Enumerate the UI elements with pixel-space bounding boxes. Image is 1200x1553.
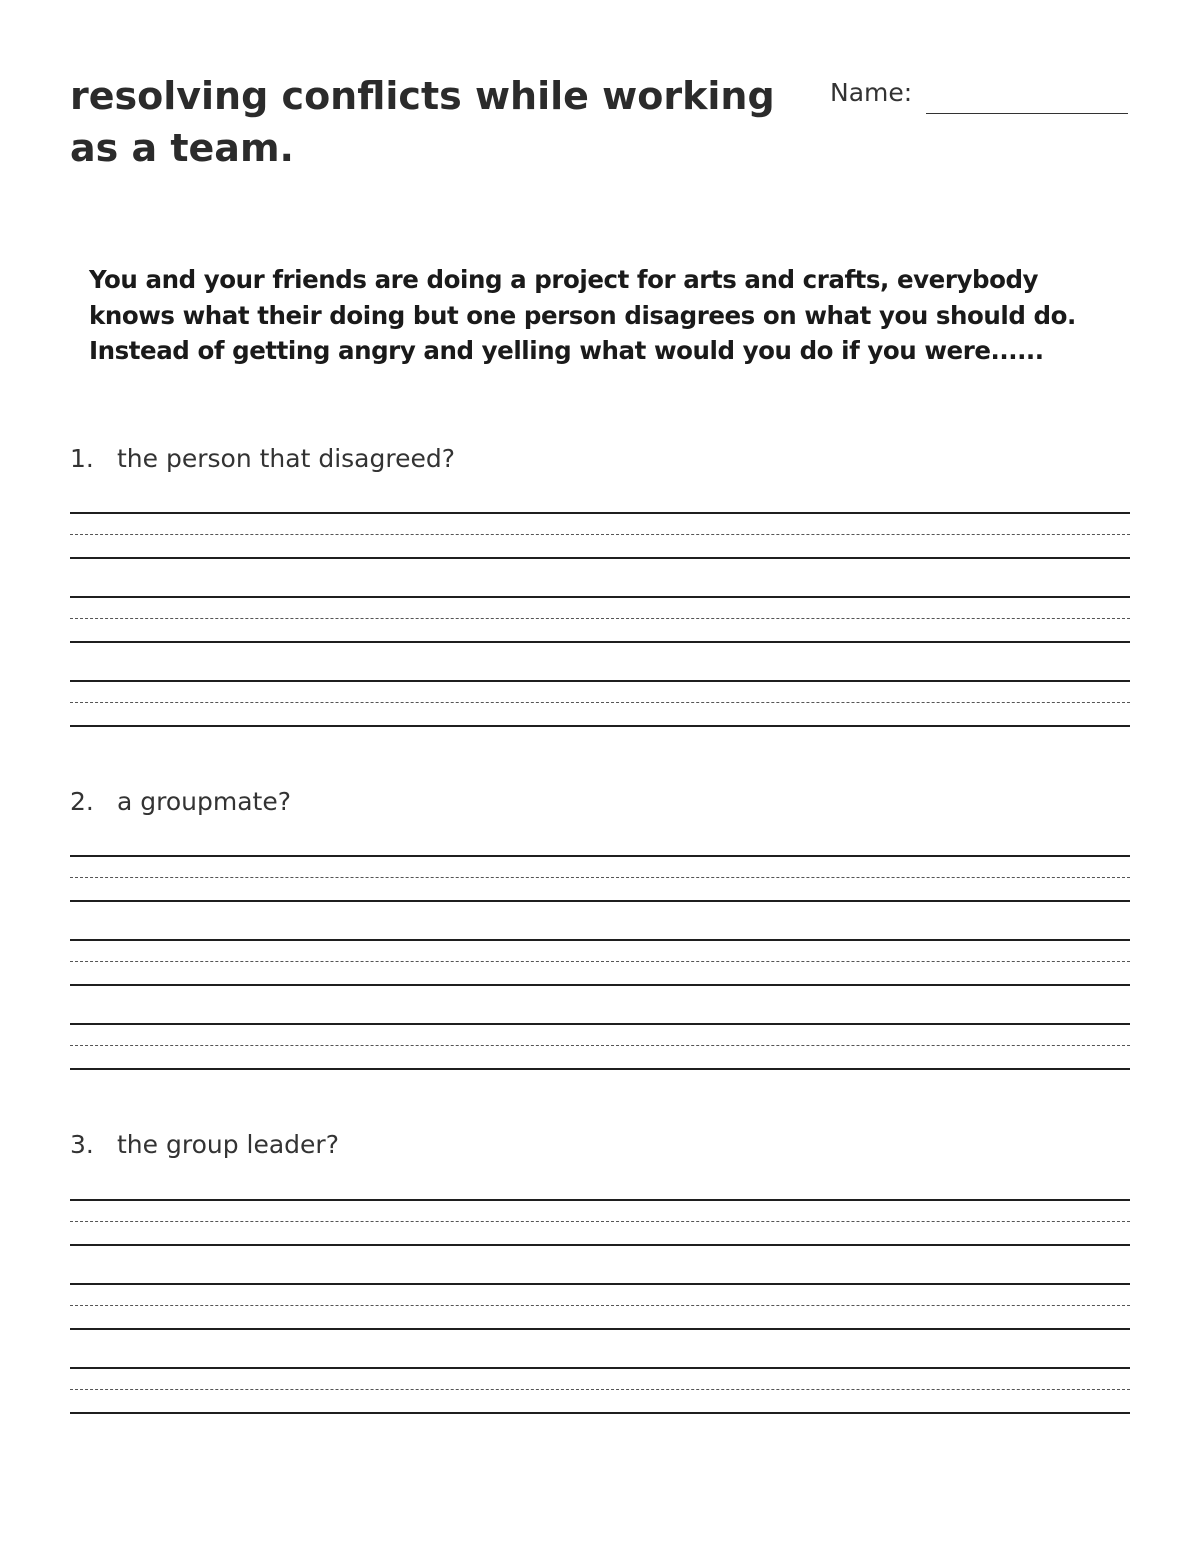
answer-2-line-2[interactable] — [70, 939, 1130, 985]
answer-1-line-3[interactable] — [70, 680, 1130, 726]
writing-line-top — [70, 855, 1130, 857]
question-1 — [70, 442, 1130, 476]
writing-line-midline — [70, 534, 1130, 535]
writing-line-top — [70, 1023, 1130, 1025]
writing-line-top — [70, 1283, 1130, 1285]
writing-line-midline — [70, 1221, 1130, 1222]
question-number: 3. — [70, 1130, 94, 1159]
writing-line-top — [70, 680, 1130, 682]
writing-line-bottom — [70, 1244, 1130, 1246]
writing-line-midline — [70, 961, 1130, 962]
writing-line-top — [70, 1199, 1130, 1201]
writing-line-midline — [70, 1389, 1130, 1390]
writing-line-midline — [70, 618, 1130, 619]
answer-3-line-3[interactable] — [70, 1367, 1130, 1413]
writing-line-bottom — [70, 725, 1130, 727]
answer-1-line-1[interactable] — [70, 512, 1130, 558]
writing-line-bottom — [70, 900, 1130, 902]
answer-3-line-2[interactable] — [70, 1283, 1130, 1329]
question-number: 2. — [70, 787, 94, 816]
writing-line-bottom — [70, 984, 1130, 986]
question-2 — [70, 785, 1130, 819]
writing-line-midline — [70, 702, 1130, 703]
answer-2-line-1[interactable] — [70, 855, 1130, 901]
worksheet-title: resolving conflicts while working as a team. — [70, 74, 775, 170]
question-text: the person that disagreed? — [117, 444, 455, 473]
writing-line-top — [70, 512, 1130, 514]
writing-line-midline — [70, 877, 1130, 878]
writing-line-bottom — [70, 1328, 1130, 1330]
writing-line-top — [70, 596, 1130, 598]
writing-line-midline — [70, 1305, 1130, 1306]
writing-line-bottom — [70, 557, 1130, 559]
writing-line-bottom — [70, 641, 1130, 643]
question-3 — [70, 1128, 1130, 1162]
name-label: Name: — [830, 78, 913, 107]
answer-3-line-1[interactable] — [70, 1199, 1130, 1245]
writing-line-top — [70, 939, 1130, 941]
intro-prompt: You and your friends are doing a project for arts and crafts, everybody knows what their doing but one person disagrees on what you should do. Instead of getting angry and yelling what would you do if you were...... — [89, 265, 1076, 365]
answer-2-line-3[interactable] — [70, 1023, 1130, 1069]
writing-line-top — [70, 1367, 1130, 1369]
answer-1-line-2[interactable] — [70, 596, 1130, 642]
name-field-line[interactable] — [926, 113, 1128, 114]
writing-line-bottom — [70, 1068, 1130, 1070]
question-text: the group leader? — [117, 1130, 339, 1159]
writing-line-midline — [70, 1045, 1130, 1046]
question-number: 1. — [70, 444, 94, 473]
question-text: a groupmate? — [117, 787, 291, 816]
writing-line-bottom — [70, 1412, 1130, 1414]
